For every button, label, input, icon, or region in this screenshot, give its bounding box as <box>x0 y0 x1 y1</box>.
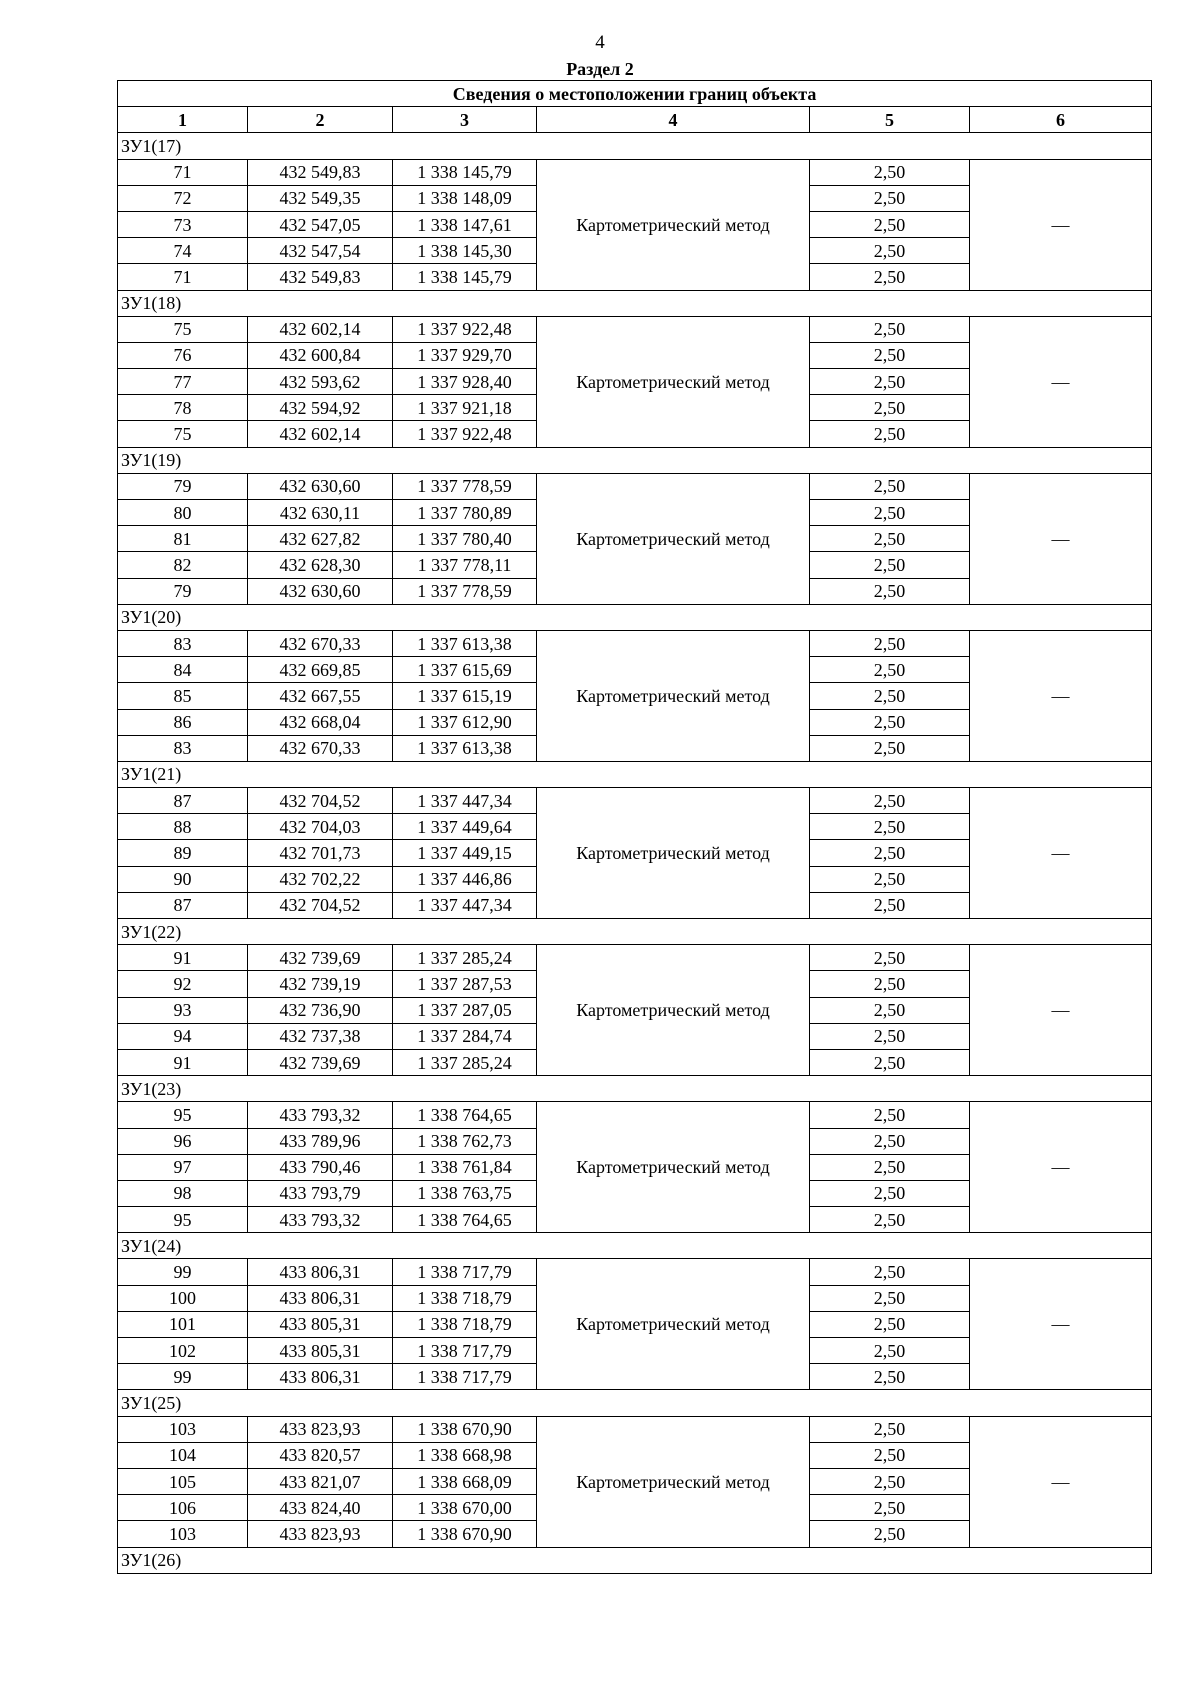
x-coordinate-cell: 433 806,31 <box>248 1364 393 1390</box>
accuracy-cell: 2,50 <box>810 1049 970 1075</box>
point-number-cell: 103 <box>118 1416 248 1442</box>
x-coordinate-cell: 432 549,35 <box>248 185 393 211</box>
table-caption: Сведения о местоположении границ объекта <box>118 81 1152 107</box>
point-number-cell: 83 <box>118 630 248 656</box>
accuracy-cell: 2,50 <box>810 500 970 526</box>
accuracy-cell: 2,50 <box>810 1468 970 1494</box>
x-coordinate-cell: 432 549,83 <box>248 159 393 185</box>
point-number-cell: 78 <box>118 395 248 421</box>
y-coordinate-cell: 1 337 287,05 <box>393 997 537 1023</box>
x-coordinate-cell: 432 594,92 <box>248 395 393 421</box>
x-coordinate-cell: 432 739,69 <box>248 945 393 971</box>
table-row <box>118 1416 1152 1442</box>
accuracy-cell: 2,50 <box>810 866 970 892</box>
group-header-row <box>118 1076 1152 1102</box>
y-coordinate-cell: 1 337 922,48 <box>393 316 537 342</box>
point-number-cell: 75 <box>118 316 248 342</box>
y-coordinate-cell: 1 337 449,15 <box>393 840 537 866</box>
column-header-6: 6 <box>970 107 1152 133</box>
y-coordinate-cell: 1 337 928,40 <box>393 369 537 395</box>
description-cell: — <box>970 788 1152 919</box>
column-header-3: 3 <box>393 107 537 133</box>
y-coordinate-cell: 1 337 613,38 <box>393 735 537 761</box>
table-body <box>118 133 1152 1573</box>
group-label: ЗУ1(18) <box>118 290 1152 316</box>
point-number-cell: 85 <box>118 683 248 709</box>
point-number-cell: 83 <box>118 735 248 761</box>
y-coordinate-cell: 1 338 145,30 <box>393 238 537 264</box>
y-coordinate-cell: 1 338 668,09 <box>393 1468 537 1494</box>
point-number-cell: 79 <box>118 578 248 604</box>
description-cell: — <box>970 1416 1152 1547</box>
point-number-cell: 77 <box>118 369 248 395</box>
accuracy-cell: 2,50 <box>810 526 970 552</box>
accuracy-cell: 2,50 <box>810 421 970 447</box>
method-cell: Картометрический метод <box>537 1259 810 1390</box>
x-coordinate-cell: 433 823,93 <box>248 1416 393 1442</box>
point-number-cell: 76 <box>118 342 248 368</box>
x-coordinate-cell: 433 789,96 <box>248 1128 393 1154</box>
accuracy-cell: 2,50 <box>810 1180 970 1206</box>
accuracy-cell: 2,50 <box>810 395 970 421</box>
accuracy-cell: 2,50 <box>810 578 970 604</box>
point-number-cell: 99 <box>118 1364 248 1390</box>
accuracy-cell: 2,50 <box>810 552 970 578</box>
table-row <box>118 945 1152 971</box>
accuracy-cell: 2,50 <box>810 473 970 499</box>
y-coordinate-cell: 1 338 670,00 <box>393 1495 537 1521</box>
y-coordinate-cell: 1 337 285,24 <box>393 945 537 971</box>
x-coordinate-cell: 433 793,32 <box>248 1102 393 1128</box>
accuracy-cell: 2,50 <box>810 1521 970 1547</box>
point-number-cell: 95 <box>118 1102 248 1128</box>
accuracy-cell: 2,50 <box>810 971 970 997</box>
y-coordinate-cell: 1 337 447,34 <box>393 788 537 814</box>
x-coordinate-cell: 432 547,54 <box>248 238 393 264</box>
group-header-row <box>118 761 1152 787</box>
table-row <box>118 316 1152 342</box>
y-coordinate-cell: 1 337 612,90 <box>393 709 537 735</box>
x-coordinate-cell: 432 704,52 <box>248 892 393 918</box>
method-cell: Картометрический метод <box>537 630 810 761</box>
point-number-cell: 99 <box>118 1259 248 1285</box>
table-row <box>118 788 1152 814</box>
point-number-cell: 92 <box>118 971 248 997</box>
x-coordinate-cell: 432 669,85 <box>248 657 393 683</box>
x-coordinate-cell: 433 823,93 <box>248 1521 393 1547</box>
accuracy-cell: 2,50 <box>810 735 970 761</box>
point-number-cell: 106 <box>118 1495 248 1521</box>
x-coordinate-cell: 432 737,38 <box>248 1023 393 1049</box>
accuracy-cell: 2,50 <box>810 1442 970 1468</box>
x-coordinate-cell: 433 821,07 <box>248 1468 393 1494</box>
x-coordinate-cell: 432 704,03 <box>248 814 393 840</box>
method-cell: Картометрический метод <box>537 159 810 290</box>
point-number-cell: 97 <box>118 1154 248 1180</box>
page-number: 4 <box>595 32 605 53</box>
accuracy-cell: 2,50 <box>810 1154 970 1180</box>
description-cell: — <box>970 316 1152 447</box>
point-number-cell: 82 <box>118 552 248 578</box>
point-number-cell: 86 <box>118 709 248 735</box>
y-coordinate-cell: 1 337 929,70 <box>393 342 537 368</box>
x-coordinate-cell: 433 806,31 <box>248 1259 393 1285</box>
y-coordinate-cell: 1 338 764,65 <box>393 1207 537 1233</box>
method-cell: Картометрический метод <box>537 1416 810 1547</box>
accuracy-cell: 2,50 <box>810 1128 970 1154</box>
method-cell: Картометрический метод <box>537 316 810 447</box>
group-header-row <box>118 290 1152 316</box>
point-number-cell: 72 <box>118 185 248 211</box>
accuracy-cell: 2,50 <box>810 814 970 840</box>
x-coordinate-cell: 432 627,82 <box>248 526 393 552</box>
x-coordinate-cell: 432 704,52 <box>248 788 393 814</box>
accuracy-cell: 2,50 <box>810 342 970 368</box>
y-coordinate-cell: 1 338 145,79 <box>393 159 537 185</box>
x-coordinate-cell: 432 736,90 <box>248 997 393 1023</box>
point-number-cell: 91 <box>118 945 248 971</box>
column-header-2: 2 <box>248 107 393 133</box>
x-coordinate-cell: 433 806,31 <box>248 1285 393 1311</box>
description-cell: — <box>970 630 1152 761</box>
x-coordinate-cell: 433 805,31 <box>248 1311 393 1337</box>
group-header-row <box>118 1233 1152 1259</box>
point-number-cell: 105 <box>118 1468 248 1494</box>
accuracy-cell: 2,50 <box>810 1495 970 1521</box>
table-row <box>118 473 1152 499</box>
x-coordinate-cell: 432 702,22 <box>248 866 393 892</box>
accuracy-cell: 2,50 <box>810 892 970 918</box>
point-number-cell: 98 <box>118 1180 248 1206</box>
point-number-cell: 88 <box>118 814 248 840</box>
x-coordinate-cell: 433 793,32 <box>248 1207 393 1233</box>
point-number-cell: 101 <box>118 1311 248 1337</box>
x-coordinate-cell: 432 628,30 <box>248 552 393 578</box>
x-coordinate-cell: 432 602,14 <box>248 316 393 342</box>
group-header-row <box>118 1390 1152 1416</box>
y-coordinate-cell: 1 338 147,61 <box>393 211 537 237</box>
group-header-row <box>118 133 1152 159</box>
accuracy-cell: 2,50 <box>810 1023 970 1049</box>
accuracy-cell: 2,50 <box>810 316 970 342</box>
column-header-row <box>118 107 1152 133</box>
group-label: ЗУ1(23) <box>118 1076 1152 1102</box>
point-number-cell: 94 <box>118 1023 248 1049</box>
y-coordinate-cell: 1 338 718,79 <box>393 1311 537 1337</box>
x-coordinate-cell: 432 739,19 <box>248 971 393 997</box>
accuracy-cell: 2,50 <box>810 1311 970 1337</box>
y-coordinate-cell: 1 337 778,59 <box>393 473 537 499</box>
accuracy-cell: 2,50 <box>810 945 970 971</box>
y-coordinate-cell: 1 337 780,89 <box>393 500 537 526</box>
x-coordinate-cell: 432 739,69 <box>248 1049 393 1075</box>
accuracy-cell: 2,50 <box>810 1364 970 1390</box>
point-number-cell: 75 <box>118 421 248 447</box>
accuracy-cell: 2,50 <box>810 264 970 290</box>
accuracy-cell: 2,50 <box>810 1416 970 1442</box>
point-number-cell: 96 <box>118 1128 248 1154</box>
x-coordinate-cell: 433 793,79 <box>248 1180 393 1206</box>
table-row <box>118 1259 1152 1285</box>
y-coordinate-cell: 1 338 717,79 <box>393 1259 537 1285</box>
description-cell: — <box>970 473 1152 604</box>
x-coordinate-cell: 432 602,14 <box>248 421 393 447</box>
x-coordinate-cell: 432 547,05 <box>248 211 393 237</box>
y-coordinate-cell: 1 337 778,59 <box>393 578 537 604</box>
y-coordinate-cell: 1 338 148,09 <box>393 185 537 211</box>
method-cell: Картометрический метод <box>537 788 810 919</box>
accuracy-cell: 2,50 <box>810 185 970 211</box>
x-coordinate-cell: 432 593,62 <box>248 369 393 395</box>
y-coordinate-cell: 1 337 921,18 <box>393 395 537 421</box>
point-number-cell: 104 <box>118 1442 248 1468</box>
group-header-row <box>118 919 1152 945</box>
method-cell: Картометрический метод <box>537 945 810 1076</box>
y-coordinate-cell: 1 337 449,64 <box>393 814 537 840</box>
column-header-4: 4 <box>537 107 810 133</box>
y-coordinate-cell: 1 338 718,79 <box>393 1285 537 1311</box>
point-number-cell: 74 <box>118 238 248 264</box>
point-number-cell: 102 <box>118 1338 248 1364</box>
x-coordinate-cell: 432 670,33 <box>248 735 393 761</box>
point-number-cell: 89 <box>118 840 248 866</box>
y-coordinate-cell: 1 338 763,75 <box>393 1180 537 1206</box>
x-coordinate-cell: 433 820,57 <box>248 1442 393 1468</box>
description-cell: — <box>970 945 1152 1076</box>
point-number-cell: 91 <box>118 1049 248 1075</box>
accuracy-cell: 2,50 <box>810 1285 970 1311</box>
description-cell: — <box>970 159 1152 290</box>
x-coordinate-cell: 433 790,46 <box>248 1154 393 1180</box>
description-cell: — <box>970 1102 1152 1233</box>
point-number-cell: 90 <box>118 866 248 892</box>
group-label: ЗУ1(20) <box>118 604 1152 630</box>
accuracy-cell: 2,50 <box>810 1259 970 1285</box>
group-header-row <box>118 447 1152 473</box>
accuracy-cell: 2,50 <box>810 1207 970 1233</box>
x-coordinate-cell: 432 630,60 <box>248 473 393 499</box>
point-number-cell: 87 <box>118 788 248 814</box>
point-number-cell: 71 <box>118 264 248 290</box>
point-number-cell: 95 <box>118 1207 248 1233</box>
point-number-cell: 93 <box>118 997 248 1023</box>
x-coordinate-cell: 432 701,73 <box>248 840 393 866</box>
y-coordinate-cell: 1 337 778,11 <box>393 552 537 578</box>
y-coordinate-cell: 1 338 717,79 <box>393 1338 537 1364</box>
x-coordinate-cell: 432 668,04 <box>248 709 393 735</box>
table-row <box>118 159 1152 185</box>
x-coordinate-cell: 433 824,40 <box>248 1495 393 1521</box>
y-coordinate-cell: 1 337 284,74 <box>393 1023 537 1049</box>
accuracy-cell: 2,50 <box>810 1102 970 1128</box>
table-row <box>118 1102 1152 1128</box>
y-coordinate-cell: 1 337 447,34 <box>393 892 537 918</box>
group-label: ЗУ1(17) <box>118 133 1152 159</box>
group-label: ЗУ1(22) <box>118 919 1152 945</box>
x-coordinate-cell: 432 630,60 <box>248 578 393 604</box>
table-row <box>118 630 1152 656</box>
point-number-cell: 103 <box>118 1521 248 1547</box>
group-label: ЗУ1(25) <box>118 1390 1152 1416</box>
point-number-cell: 80 <box>118 500 248 526</box>
y-coordinate-cell: 1 338 145,79 <box>393 264 537 290</box>
accuracy-cell: 2,50 <box>810 997 970 1023</box>
point-number-cell: 73 <box>118 211 248 237</box>
point-number-cell: 87 <box>118 892 248 918</box>
point-number-cell: 100 <box>118 1285 248 1311</box>
accuracy-cell: 2,50 <box>810 630 970 656</box>
y-coordinate-cell: 1 338 717,79 <box>393 1364 537 1390</box>
group-header-row <box>118 604 1152 630</box>
accuracy-cell: 2,50 <box>810 159 970 185</box>
method-cell: Картометрический метод <box>537 1102 810 1233</box>
y-coordinate-cell: 1 338 670,90 <box>393 1416 537 1442</box>
y-coordinate-cell: 1 337 615,69 <box>393 657 537 683</box>
x-coordinate-cell: 432 667,55 <box>248 683 393 709</box>
group-label: ЗУ1(19) <box>118 447 1152 473</box>
y-coordinate-cell: 1 337 285,24 <box>393 1049 537 1075</box>
boundary-coordinates-table <box>117 80 1152 1574</box>
group-label: ЗУ1(24) <box>118 1233 1152 1259</box>
column-header-5: 5 <box>810 107 970 133</box>
point-number-cell: 84 <box>118 657 248 683</box>
y-coordinate-cell: 1 337 287,53 <box>393 971 537 997</box>
y-coordinate-cell: 1 337 446,86 <box>393 866 537 892</box>
column-header-1: 1 <box>118 107 248 133</box>
section-title: Раздел 2 <box>566 59 634 79</box>
y-coordinate-cell: 1 338 762,73 <box>393 1128 537 1154</box>
group-label: ЗУ1(26) <box>118 1547 1152 1573</box>
x-coordinate-cell: 432 549,83 <box>248 264 393 290</box>
x-coordinate-cell: 432 670,33 <box>248 630 393 656</box>
accuracy-cell: 2,50 <box>810 657 970 683</box>
accuracy-cell: 2,50 <box>810 709 970 735</box>
y-coordinate-cell: 1 338 670,90 <box>393 1521 537 1547</box>
point-number-cell: 71 <box>118 159 248 185</box>
method-cell: Картометрический метод <box>537 473 810 604</box>
y-coordinate-cell: 1 338 668,98 <box>393 1442 537 1468</box>
accuracy-cell: 2,50 <box>810 238 970 264</box>
accuracy-cell: 2,50 <box>810 369 970 395</box>
point-number-cell: 81 <box>118 526 248 552</box>
accuracy-cell: 2,50 <box>810 788 970 814</box>
accuracy-cell: 2,50 <box>810 1338 970 1364</box>
x-coordinate-cell: 433 805,31 <box>248 1338 393 1364</box>
accuracy-cell: 2,50 <box>810 683 970 709</box>
x-coordinate-cell: 432 630,11 <box>248 500 393 526</box>
y-coordinate-cell: 1 337 780,40 <box>393 526 537 552</box>
y-coordinate-cell: 1 337 615,19 <box>393 683 537 709</box>
point-number-cell: 79 <box>118 473 248 499</box>
y-coordinate-cell: 1 338 764,65 <box>393 1102 537 1128</box>
accuracy-cell: 2,50 <box>810 211 970 237</box>
y-coordinate-cell: 1 337 613,38 <box>393 630 537 656</box>
y-coordinate-cell: 1 337 922,48 <box>393 421 537 447</box>
group-label: ЗУ1(21) <box>118 761 1152 787</box>
x-coordinate-cell: 432 600,84 <box>248 342 393 368</box>
description-cell: — <box>970 1259 1152 1390</box>
accuracy-cell: 2,50 <box>810 840 970 866</box>
y-coordinate-cell: 1 338 761,84 <box>393 1154 537 1180</box>
group-header-row <box>118 1547 1152 1573</box>
